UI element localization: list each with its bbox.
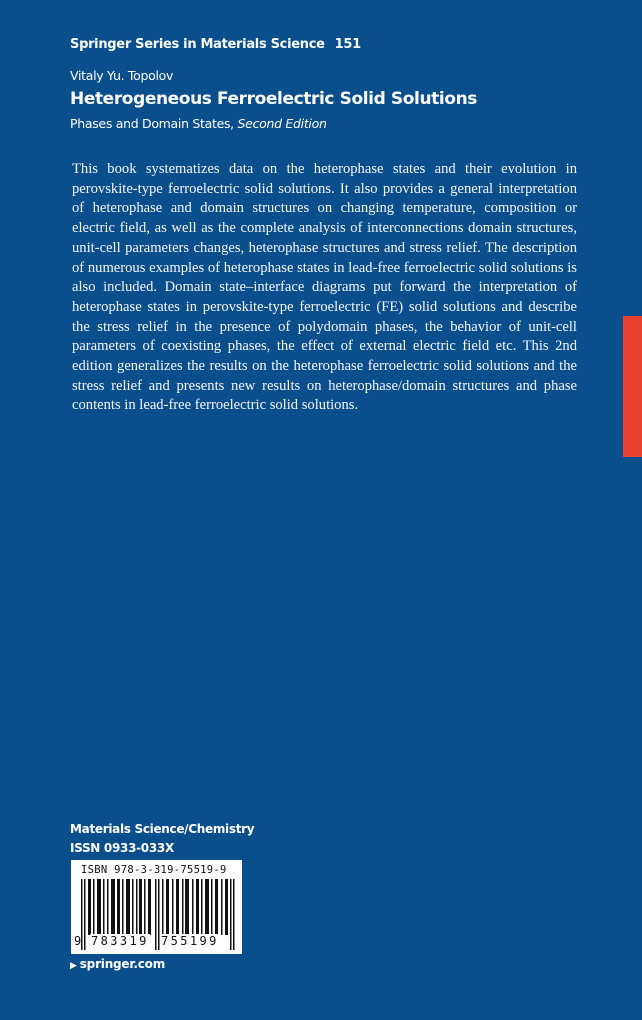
triangle-right-icon: ▶ <box>70 961 77 971</box>
ean-left-group: 783319 <box>91 934 149 948</box>
series-name: Springer Series in Materials Science <box>70 37 325 52</box>
series-volume: 151 <box>334 37 361 52</box>
book-subtitle <box>70 116 327 131</box>
accent-tab <box>623 316 642 457</box>
isbn-label: ISBN 978-3-319-75519-9 <box>81 864 227 876</box>
barcode <box>71 860 242 954</box>
description-paragraph: This book systematizes data on the heterophase states and their evolution in perovskite-type ferroelectric solid solutions. It also provides a general interpretation of heterophase and domain structures on changing temperature, composition or electric field, as well as the complete analysis of interconnections domain structures, unit-cell parameters changes, heterophase structures and stress relief. The description of numerous examples of heterophase states in lead-free ferroelectric solid solutions is also included. Domain state–interface diagrams put forward the interpretation of heterophase states in perovskite-type ferroelectric (FE) solid solutions and describe the stress relief in the presence of polydomain phases, the behavior of unit-cell parameters of coexisting phases, the effect of external electric field etc. This 2nd edition generalizes the results on the heterophase ferroelectric solid solutions and the stress relief and presents new results on heterophase/domain structures and phase contents in lead-free ferroelectric solid solutions. <box>72 161 577 414</box>
website-link[interactable] <box>70 957 165 971</box>
subtitle-text: Phases and Domain States, <box>70 116 234 131</box>
subject-category: Materials Science/Chemistry <box>70 822 255 836</box>
ean-first-digit: 9 <box>74 934 82 948</box>
book-description <box>72 160 577 416</box>
book-title: Heterogeneous Ferroelectric Solid Solutions <box>70 89 477 109</box>
author: Vitaly Yu. Topolov <box>70 68 174 83</box>
edition-text: Second Edition <box>237 116 327 131</box>
series-line <box>70 37 361 52</box>
issn: ISSN 0933-033X <box>70 841 174 855</box>
website-text: springer.com <box>79 957 165 971</box>
ean-right-group: 755199 <box>161 934 219 948</box>
